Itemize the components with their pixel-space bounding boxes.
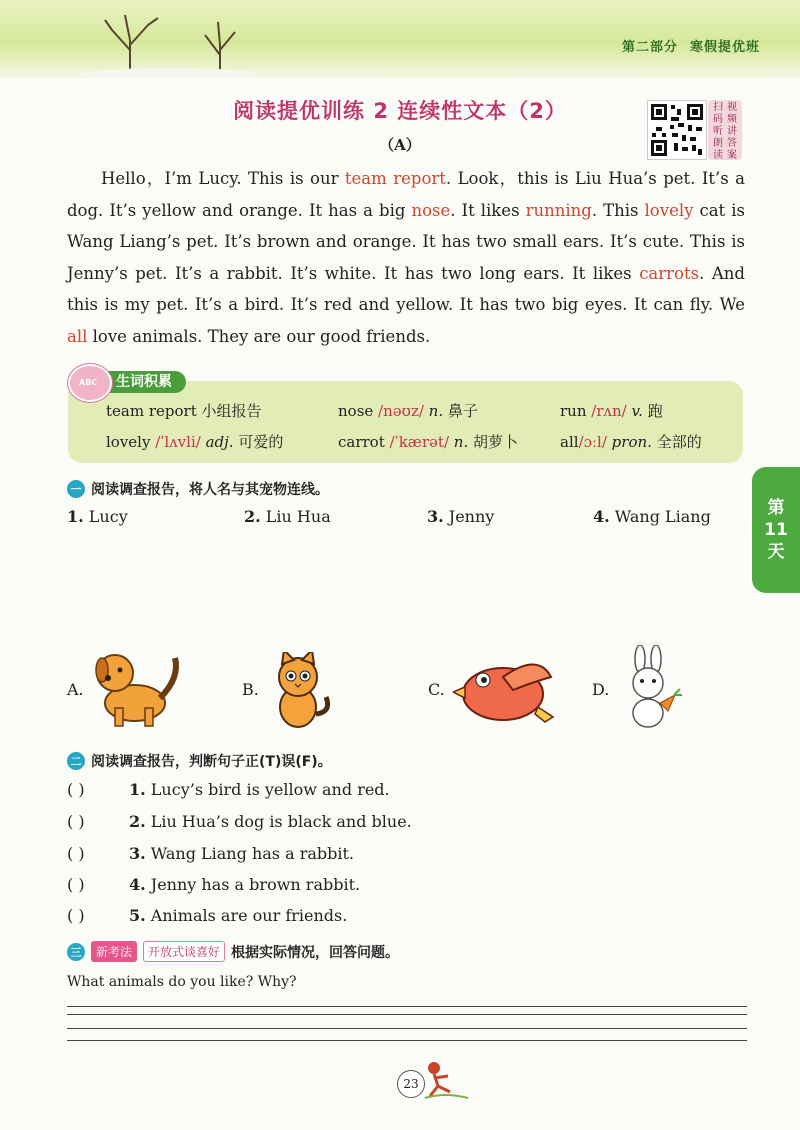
- name-text: Jenny: [448, 507, 495, 526]
- tf-number: 5.: [129, 906, 146, 925]
- vocab-pos: v.: [626, 402, 643, 420]
- day-tab-prefix: 第: [767, 498, 785, 518]
- cat-icon: [266, 652, 336, 730]
- name-text: Liu Hua: [265, 507, 331, 526]
- header-book: 寒假提优班: [689, 40, 760, 55]
- question-number-badge: 三: [67, 943, 85, 961]
- tf-statement: Jenny has a brown rabbit.: [150, 875, 361, 894]
- page-title: 阅读提优训练 2 连续性文本（2）: [233, 99, 567, 123]
- dog-icon: [90, 648, 185, 728]
- name-text: Lucy: [88, 507, 128, 526]
- vocab-phonetic: /ɔːl/: [578, 433, 607, 451]
- vocab-item: [338, 431, 518, 452]
- tf-statement: Liu Hua’s dog is black and blue.: [150, 812, 412, 831]
- tf-item: [67, 906, 347, 925]
- vocab-pos: n.: [423, 402, 444, 420]
- passage-text: . And this is my pet. It’s a bird. It’s red and yellow. It has two big eyes. It can fly. We: [67, 263, 745, 314]
- question-3-text: 根据实际情况，回答问题。: [231, 944, 400, 961]
- tf-number: 1.: [129, 780, 146, 799]
- pet-label-d: D.: [592, 680, 610, 699]
- passage-keyword: nose: [411, 200, 451, 220]
- tf-item: [67, 875, 360, 894]
- runner-icon: [420, 1060, 470, 1100]
- vocab-phonetic: /rʌn/: [591, 402, 627, 420]
- vocab-word: nose: [338, 402, 379, 420]
- question-prompt: What animals do you like? Why?: [67, 974, 297, 990]
- vocab-meaning: 可爱的: [238, 433, 284, 451]
- answer-blank[interactable]: ( ): [67, 780, 85, 799]
- vocab-meaning: 全部的: [656, 433, 702, 451]
- bird-icon: [453, 652, 558, 727]
- tf-number: 3.: [129, 844, 146, 863]
- vocab-word: carrot: [338, 433, 390, 451]
- tf-statement: Animals are our friends.: [150, 906, 348, 925]
- passage-keyword: lovely: [644, 200, 694, 220]
- name-number: 4.: [593, 507, 610, 526]
- open-topic-tag: 开放式谈喜好: [143, 941, 225, 962]
- answer-blank[interactable]: ( ): [67, 844, 85, 863]
- question-number-badge: 二: [67, 752, 85, 770]
- pet-label-a: A.: [67, 680, 84, 699]
- tf-number: 2.: [129, 812, 146, 831]
- header-section-title: [610, 36, 760, 55]
- day-tab: [752, 467, 800, 593]
- tf-item: [67, 844, 354, 863]
- answer-blank[interactable]: ( ): [67, 875, 85, 894]
- vocab-word: all: [560, 433, 579, 451]
- vocab-pos: n.: [449, 433, 469, 451]
- piggy-bank-text: ABC: [79, 378, 98, 387]
- passage-keyword: carrots: [639, 263, 700, 283]
- section-label: （A）: [379, 136, 421, 154]
- vocab-item: [106, 431, 283, 452]
- passage-text: cat is Wang Liang’s pet. It’s brown and orange. It has two small ears. It’s cute. This is Jenny’s pet. It’s a rabbit. It’s white. It has two long ears. It likes: [67, 200, 745, 283]
- passage-text: . It likes: [450, 200, 526, 220]
- rabbit-icon: [620, 645, 685, 730]
- tf-item: [67, 780, 390, 799]
- qr-code-icon: [648, 101, 706, 159]
- answer-blank[interactable]: ( ): [67, 906, 85, 925]
- vocab-meaning: 跑: [647, 402, 663, 420]
- vocab-word: lovely: [106, 433, 156, 451]
- answer-line[interactable]: [67, 1028, 747, 1029]
- name-number: 2.: [244, 507, 261, 526]
- question-number-badge: 一: [67, 480, 85, 498]
- vocab-badge-label: 生词积累: [98, 371, 186, 393]
- passage-keyword: all: [67, 326, 88, 346]
- answer-line[interactable]: [67, 1006, 747, 1007]
- vocab-badge: [68, 364, 216, 394]
- vocab-item: [560, 431, 702, 452]
- name-item: [427, 507, 494, 526]
- name-number: 1.: [67, 507, 84, 526]
- piggy-bank-icon: [68, 364, 112, 402]
- vocab-meaning: 胡萝卜: [473, 433, 519, 451]
- vocab-phonetic: /nəʊz/: [378, 402, 424, 420]
- passage-text: . This: [591, 200, 645, 220]
- vocab-item: [338, 400, 478, 421]
- name-item: [244, 507, 331, 526]
- passage-keyword: team report: [344, 169, 446, 188]
- qr-caption-col2: 视频讲答案: [727, 102, 737, 161]
- pet-label-b: B.: [242, 680, 259, 699]
- vocab-item: [560, 400, 663, 421]
- name-text: Wang Liang: [614, 507, 711, 526]
- passage-keyword: running: [525, 200, 592, 220]
- name-item: [67, 507, 128, 526]
- vocab-pos: adj.: [200, 433, 234, 451]
- answer-blank[interactable]: ( ): [67, 812, 85, 831]
- question-3-heading: [67, 941, 399, 962]
- passage-text: love animals. They are our good friends.: [87, 326, 431, 346]
- vocab-meaning: 小组报告: [201, 402, 262, 420]
- new-method-tag: 新考法: [91, 941, 137, 962]
- vocab-item: [106, 400, 262, 421]
- tf-statement: Lucy’s bird is yellow and red.: [150, 780, 390, 799]
- question-1-heading: [67, 479, 329, 499]
- pet-label-c: C.: [428, 680, 445, 699]
- tf-statement: Wang Liang has a rabbit.: [150, 844, 355, 863]
- day-tab-number: 11: [764, 520, 788, 540]
- tf-number: 4.: [129, 875, 146, 894]
- answer-line[interactable]: [67, 1014, 747, 1015]
- header-part: 第二部分: [621, 40, 678, 55]
- page-number: 23: [397, 1070, 425, 1098]
- question-2-text: 阅读调查报告，判断句子正(T)误(F)。: [91, 754, 332, 770]
- answer-line[interactable]: [67, 1040, 747, 1041]
- vocab-word: team report: [106, 402, 202, 420]
- day-tab-suffix: 天: [767, 542, 785, 562]
- vocab-phonetic: /ˈlʌvli/: [155, 433, 201, 451]
- passage-text: . Look，this is Liu Hua’s pet. It’s a dog. It’s yellow and orange. It has a big: [67, 169, 745, 220]
- vocab-pos: pron.: [606, 433, 652, 451]
- vocab-word: run: [560, 402, 592, 420]
- passage-text: Hello，I’m Lucy. This is our: [101, 169, 345, 188]
- question-1-text: 阅读调查报告，将人名与其宠物连线。: [91, 482, 329, 498]
- qr-code[interactable]: [647, 100, 707, 160]
- tf-item: [67, 812, 412, 831]
- qr-caption-col1: 扫码听朗读: [713, 102, 723, 161]
- name-item: [593, 507, 711, 526]
- vocab-phonetic: /ˈkærət/: [389, 433, 450, 451]
- question-2-heading: [67, 751, 332, 771]
- qr-caption: [708, 100, 742, 160]
- name-number: 3.: [427, 507, 444, 526]
- vocab-meaning: 鼻子: [447, 402, 478, 420]
- reading-passage: [67, 163, 745, 352]
- winter-tree-icon: [70, 0, 270, 78]
